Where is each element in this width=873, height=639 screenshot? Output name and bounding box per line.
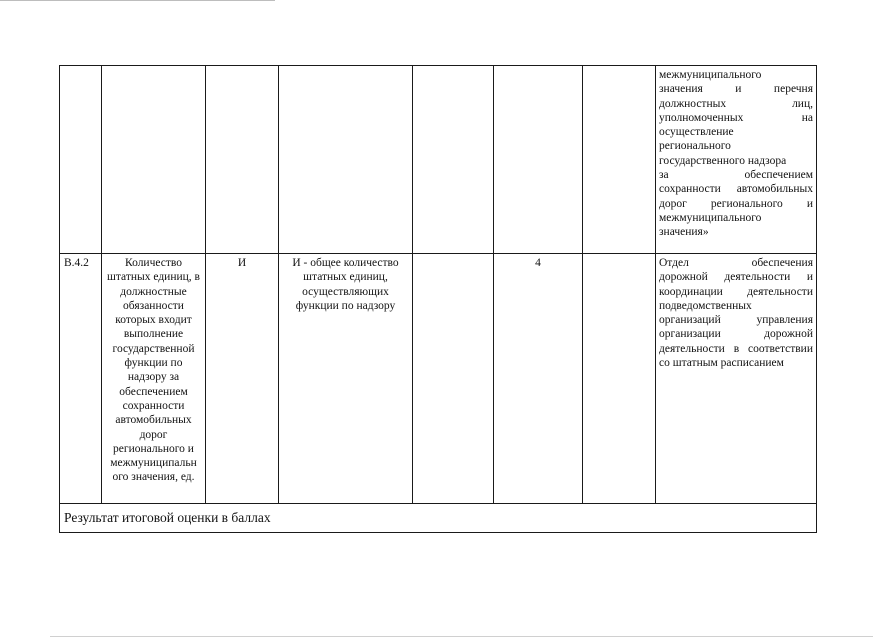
cell-type: [206, 66, 279, 254]
cell-empty: [583, 66, 656, 254]
table-row-continuation: [60, 66, 817, 254]
source-line: должностных лиц,: [659, 97, 813, 110]
source-line: регионального: [659, 140, 731, 153]
source-line: организаций управления: [659, 314, 813, 327]
source-line: сохранности автомобильных: [659, 183, 813, 196]
table-row-b42: [60, 254, 817, 504]
cell-source: [656, 254, 817, 504]
source-line: межмуниципального: [659, 211, 762, 224]
cell-name: Количество штатных единиц, в должностные обязанности которых входит выполнение государственной функции по надзору за обеспечением сохранности автомобильных дорог регионального и межмуниципальн ого значения, ед.: [102, 254, 206, 504]
cell-value: 4: [494, 254, 583, 504]
cell-empty: [413, 254, 494, 504]
source-line: дорожной деятельности и: [659, 271, 813, 284]
scan-edge-top: [0, 0, 275, 1]
cell-empty: [583, 254, 656, 504]
source-line: подведомственных: [659, 299, 752, 312]
source-line: деятельности в соответствии: [659, 342, 813, 355]
cell-source: [656, 66, 817, 254]
source-line: организации дорожной: [659, 328, 813, 341]
cell-description: [279, 66, 413, 254]
source-line: со штатным расписанием: [659, 357, 784, 370]
source-line: Отдел обеспечения: [659, 257, 813, 269]
source-line: государственного надзора: [659, 154, 787, 167]
cell-empty: [413, 66, 494, 254]
source-line: осуществление: [659, 126, 734, 139]
source-line: значения»: [659, 226, 709, 239]
source-line: межмуниципального: [659, 69, 762, 81]
source-line: координации деятельности: [659, 285, 813, 298]
source-line: за обеспечением: [659, 169, 813, 182]
cell-type: И: [206, 254, 279, 504]
source-line: дорог регионального и: [659, 197, 813, 210]
source-line: уполномоченных на: [659, 111, 813, 124]
source-line: значения и перечня: [659, 83, 813, 96]
cell-code: [60, 66, 102, 254]
cell-code: В.4.2: [60, 254, 102, 504]
table-row-result: [60, 504, 817, 533]
cell-name: [102, 66, 206, 254]
scan-edge-bottom: [50, 636, 873, 637]
assessment-table: [59, 65, 817, 533]
cell-value: [494, 66, 583, 254]
cell-description: И - общее количество штатных единиц, осуществляющих функции по надзору: [279, 254, 413, 504]
result-label: Результат итоговой оценки в баллах: [60, 504, 817, 533]
